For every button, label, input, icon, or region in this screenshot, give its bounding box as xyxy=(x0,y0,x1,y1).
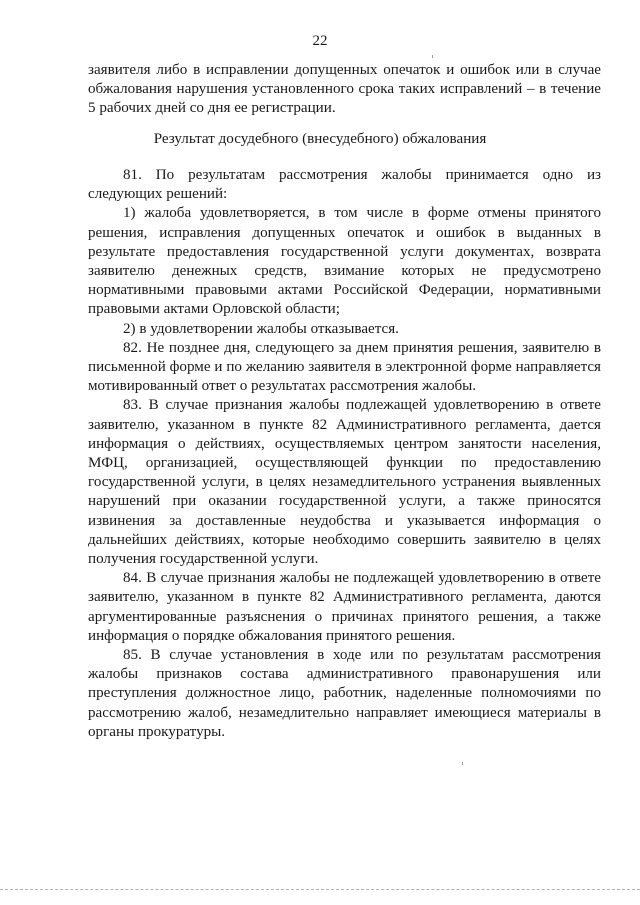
page-number: 22 xyxy=(312,33,328,49)
scan-mark-bottom xyxy=(462,762,463,765)
paragraph-84: 84. В случае признания жалобы не подлежащей удовлетворению в ответе заявителю, указанном в пункте 82 Административного регламента, даются аргументированные разъяснения о причинах принятого решения, а также информация о порядке обжалования принятого решения. xyxy=(88,570,601,644)
intro-paragraph: заявителя либо в исправлении допущенных опечаток и ошибок или в случае обжалования нарушения установленного срока таких исправлений – в течение 5 рабочих дней со дня ее регистрации. xyxy=(88,62,601,117)
intro-paragraph-block xyxy=(88,61,601,119)
paragraph-81-item-2: 2) в удовлетворении жалобы отказывается. xyxy=(123,320,399,337)
paragraph-85: 85. В случае установления в ходе или по результатам рассмотрения жалобы признаков состава административного правонарушения или преступления должностное лицо, работник, наделенные полномочиями по рассмотрению жалоб, незамедлительно направляет имеющиеся материалы в органы прокуратуры. xyxy=(88,647,601,740)
scan-mark-top xyxy=(432,55,433,58)
section-heading: Результат досудебного (внесудебного) обжалования xyxy=(153,131,487,147)
paragraph-81: 81. По результатам рассмотрения жалобы принимается одно из следующих решений: xyxy=(88,167,601,203)
paragraph-82: 82. Не позднее дня, следующего за днем принятия решения, заявителю в письменной форме и по желанию заявителя в электронной форме направляется мотивированный ответ о результатах рассмотрения жалобы. xyxy=(88,339,601,395)
paragraph-81-item-1: 1) жалоба удовлетворяется, в том числе в форме отмены принятого решения, исправления допущенных опечаток и ошибок в выданных в результате предоставления государственной услуги документах, возврата заявителю денежных средств, взимание которых не предусмотрено нормативными правовыми актами Российской Федерации, нормативными правовыми актами Орловской области; xyxy=(88,205,601,318)
body-text xyxy=(88,166,601,742)
paragraph-83: 83. В случае признания жалобы подлежащей удовлетворению в ответе заявителю, указанном в пункте 82 Административного регламента, дается информация о действиях, осуществляемых центром занятости населения, МФЦ, организацией, осуществляющей функции по предоставлению государственной услуги, в целях незамедлительного устранения выявленных нарушений при оказании государственной услуги, а также приносятся извинения за доставленные неудобства и указывается информация о дальнейших действиях, которые необходимо совершить заявителю в целях получения государственной услуги. xyxy=(88,397,601,568)
bottom-edge-line xyxy=(0,889,640,890)
